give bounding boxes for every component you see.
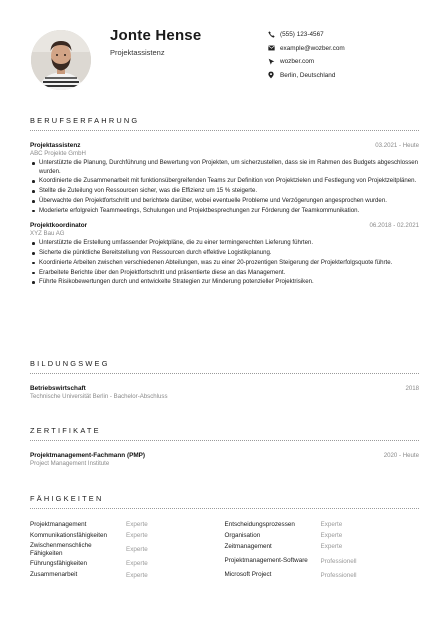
candidate-name: Jonte Hense <box>110 27 202 44</box>
link-icon <box>268 57 280 67</box>
list-item: Stellte die Zuteilung von Ressourcen sicher, was die Effizienz um 15 % steigerte. <box>30 187 419 196</box>
certificate-title: Projektmanagement-Fachmann (PMP) <box>30 452 146 459</box>
job-entry <box>30 222 419 287</box>
education-heading: BILDUNGSWEG <box>30 359 110 368</box>
job-company: XYZ Bau AG <box>30 230 65 238</box>
avatar <box>31 30 91 90</box>
contact-website-text: wozber.com <box>280 58 315 66</box>
list-item: Überwachte den Projektfortschritt und berichtete darüber, wobei eventuelle Probleme und Verzögerungen angesprochen wurden. <box>30 197 419 206</box>
skills-section <box>30 494 419 581</box>
certificate-issuer: Project Management Institute <box>30 460 110 467</box>
education-entry <box>30 385 419 400</box>
contact-location-text: Berlin, Deutschland <box>280 71 336 79</box>
degree-title: Betriebswirtschaft <box>30 385 86 392</box>
certificates-heading: ZERTIFIKATE <box>30 426 101 435</box>
resume-header <box>0 0 448 110</box>
skill-item: Entscheidungsprozessen Experte <box>224 520 343 529</box>
section-divider <box>30 508 419 509</box>
contact-website[interactable] <box>268 55 345 69</box>
job-date: 06.2018 - 02.2021 <box>369 222 419 230</box>
list-item: Koordinierte Arbeiten zwischen verschiedenen Abteilungen, was zu einer 20-prozentigen Steigerung der Projekterfolgsquote führte. <box>30 259 419 268</box>
job-title: Projektkoordinator <box>30 222 88 230</box>
education-section <box>30 359 419 400</box>
list-item: Erarbeitete Berichte über den Projektfortschritt und präsentierte diese an das Management. <box>30 269 419 278</box>
experience-heading: BERUFSERFAHRUNG <box>30 116 140 125</box>
certificates-section <box>30 426 419 467</box>
job-date: 03.2021 - Heute <box>375 142 419 149</box>
envelope-icon <box>268 43 280 53</box>
job-entry <box>30 142 419 215</box>
section-divider <box>30 440 419 441</box>
list-item: Sicherte die pünktliche Bereitstellung von Ressourcen durch effektive Logistikplanung. <box>30 249 419 258</box>
job-title: Projektassistenz <box>30 142 81 149</box>
skills-grid <box>30 519 419 581</box>
contact-list <box>268 28 345 82</box>
skill-item: Zeitmanagement Experte <box>224 542 343 551</box>
skill-item: Microsoft Project Professionell <box>224 571 357 579</box>
skill-item: Kommunikationsfähigkeiten Experte <box>30 531 148 540</box>
contact-email[interactable] <box>268 42 345 56</box>
section-divider <box>30 373 419 374</box>
skills-column-right <box>225 519 420 581</box>
skill-item: Projektmanagement Experte <box>30 520 148 529</box>
list-item: Führte Risikobewertungen durch und entwickelte Strategien zur Minderung potenzieller Projektrisiken. <box>30 278 419 287</box>
location-pin-icon <box>268 70 280 80</box>
job-bullets <box>30 239 419 287</box>
phone-icon <box>268 30 280 40</box>
skill-item: Organisation Experte <box>224 531 343 540</box>
skills-column-left <box>30 519 225 581</box>
skill-item: Projektmanagement-Software Professionell <box>224 557 357 565</box>
certificate-entry <box>30 452 419 467</box>
contact-phone[interactable] <box>268 28 345 42</box>
skills-heading: FÄHIGKEITEN <box>30 494 104 503</box>
contact-email-text: example@wozber.com <box>280 44 345 52</box>
section-divider <box>30 130 419 131</box>
job-company: ABC Projekte GmbH <box>30 150 86 157</box>
list-item: Moderierte erfolgreich Teammeetings, Schulungen und Projektbesprechungen zur Förderung der Teamkommunikation. <box>30 207 419 216</box>
contact-location <box>268 69 345 83</box>
contact-phone-text: (555) 123-4567 <box>280 31 324 39</box>
candidate-role: Projektassistenz <box>110 48 165 57</box>
skill-item: Zwischenmenschliche Fähigkeiten Experte <box>30 541 148 557</box>
list-item: Koordinierte die Zusammenarbeit mit funktionsübergreifenden Teams zur Definition von Projektzielen und Festlegung von Projektzeitplänen. <box>30 177 419 186</box>
experience-section <box>30 116 419 288</box>
skill-item: Zusammenarbeit Experte <box>30 571 148 579</box>
job-bullets <box>30 159 419 215</box>
list-item: Unterstützte die Planung, Durchführung und Bewertung von Projekten, um sicherzustellen, dass sie im Rahmen des Budgets abgeschlossen wurden. <box>30 159 419 176</box>
degree-institution: Technische Universität Berlin - Bachelor-Abschluss <box>30 393 168 400</box>
skill-item: Führungsfähigkeiten Experte <box>30 559 148 568</box>
list-item: Unterstützte die Erstellung umfassender Projektpläne, die zu einer termingerechten Lieferung führten. <box>30 239 419 248</box>
degree-date: 2018 <box>405 385 419 392</box>
certificate-date: 2020 - Heute <box>383 452 419 459</box>
